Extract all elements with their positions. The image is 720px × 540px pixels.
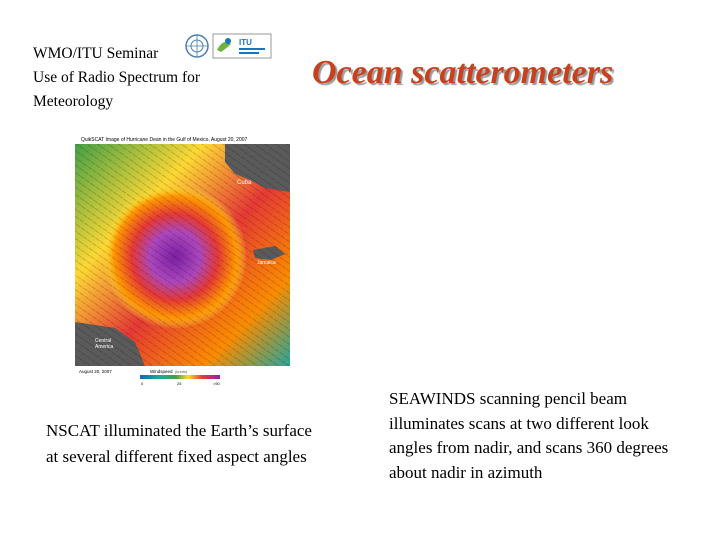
central-america-label-2: America <box>95 344 114 350</box>
windspeed-colorbar <box>140 375 220 379</box>
figure-caption: QuikSCAT Image of Hurricane Dean in the Gulf of Mexico, August 20, 2007 <box>81 137 248 143</box>
legend-tick-50: >50 <box>213 381 220 386</box>
page-title: Ocean scatterometers <box>312 54 614 91</box>
seawinds-caption: SEAWINDS scanning pencil beam illuminates scans at two different look angles from nadir, and scans 360 degrees about nadir in azimuth <box>389 389 669 482</box>
itu-logo-icon <box>213 34 271 58</box>
legend-tick-0: 0 <box>141 381 144 386</box>
central-america-label-1: Central <box>95 338 112 344</box>
image-date: August 20, 2007 <box>79 369 112 374</box>
legend-tick-25: 25 <box>177 381 182 386</box>
nscat-caption: NSCAT illuminated the Earth’s surface at several different fixed aspect angles <box>46 421 312 466</box>
hurricane-windspeed-image <box>75 132 290 387</box>
header-line-2: Use of Radio Spectrum for <box>33 69 201 86</box>
cuba-label: Cuba <box>237 180 252 186</box>
wmo-emblem-icon <box>186 35 208 57</box>
itu-logo-text: ITU <box>239 38 252 47</box>
jamaica-label: Jamaica <box>257 260 276 266</box>
header-line-1: WMO/ITU Seminar <box>33 45 159 62</box>
legend-title: Windspeed <box>150 369 173 374</box>
wind-vectors <box>75 144 290 366</box>
header-line-3: Meteorology <box>33 93 114 110</box>
organization-logos <box>183 32 273 60</box>
legend-unit: (knots) <box>175 369 188 374</box>
